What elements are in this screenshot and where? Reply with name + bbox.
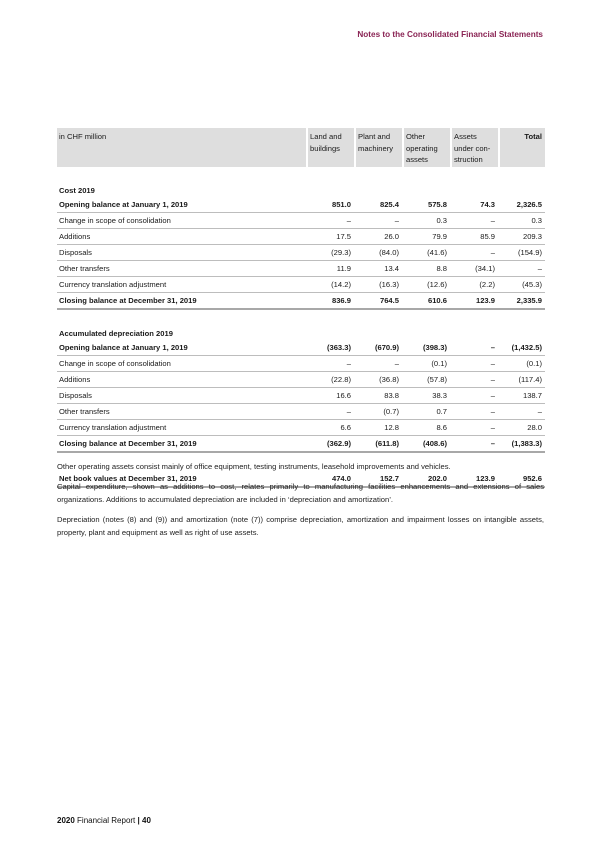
cell-value: – (450, 245, 498, 261)
column-header-line: in CHF million (59, 132, 107, 141)
table-row (57, 213, 545, 229)
table-row (57, 404, 545, 420)
cell-value: (34.1) (450, 261, 498, 277)
row-label: Other transfers (57, 404, 306, 420)
cell-value: 17.5 (306, 229, 354, 245)
cell-value: (0.7) (354, 404, 402, 420)
cell-value: (408.6) (402, 436, 450, 453)
cell-value: 836.9 (306, 293, 354, 310)
table-row (57, 229, 545, 245)
cell-value: – (354, 356, 402, 372)
table-row (57, 261, 545, 277)
cell-value: (363.3) (306, 340, 354, 356)
cell-value: 474.0 (306, 470, 354, 488)
cell-value: – (306, 356, 354, 372)
cell-value: – (498, 404, 545, 420)
cell-value: 764.5 (354, 293, 402, 310)
table-row (57, 197, 545, 213)
row-label: Opening balance at January 1, 2019 (57, 197, 306, 213)
cell-value: 123.9 (450, 293, 498, 310)
cell-value: 13.4 (354, 261, 402, 277)
table-row (57, 372, 545, 388)
cell-value: 79.9 (402, 229, 450, 245)
notes-text (57, 460, 544, 546)
section-title-row (57, 184, 545, 197)
cell-value: – (450, 420, 498, 436)
cell-value: 11.9 (306, 261, 354, 277)
note-paragraph: Capital expenditure, shown as additions to cost, relates primarily to manufacturing facilities enhancements and extensions of sales organizations. Additions to accumulated depreciation are included in ‘depreciation and amortization’. (57, 482, 544, 504)
table-row (57, 277, 545, 293)
cell-value: – (450, 372, 498, 388)
cell-value: 8.8 (402, 261, 450, 277)
cell-value: (1,432.5) (498, 340, 545, 356)
table-row (57, 420, 545, 436)
cell-value: – (498, 261, 545, 277)
table-row (57, 356, 545, 372)
cell-value: (16.3) (354, 277, 402, 293)
cell-value: 6.6 (306, 420, 354, 436)
column-header-line: Assets (454, 132, 477, 141)
cell-value: – (354, 213, 402, 229)
page-footer (57, 816, 151, 825)
cell-value: 8.6 (402, 420, 450, 436)
cell-value: 610.6 (402, 293, 450, 310)
column-header-line: Land and (310, 132, 342, 141)
cell-value: (84.0) (354, 245, 402, 261)
row-label: Additions (57, 229, 306, 245)
table-row (57, 388, 545, 404)
row-label: Currency translation adjustment (57, 420, 306, 436)
row-label: Closing balance at December 31, 2019 (57, 436, 306, 453)
cell-value: 74.3 (450, 197, 498, 213)
row-label: Disposals (57, 245, 306, 261)
cell-value: 152.7 (354, 470, 402, 488)
column-header-label (57, 128, 306, 167)
column-header-line: assets (406, 155, 428, 164)
table-row (57, 293, 545, 310)
cell-value: (117.4) (498, 372, 545, 388)
cell-value: 85.9 (450, 229, 498, 245)
cell-value: (398.3) (402, 340, 450, 356)
cell-value: (2.2) (450, 277, 498, 293)
row-label: Additions (57, 372, 306, 388)
row-label: Opening balance at January 1, 2019 (57, 340, 306, 356)
cell-value: 825.4 (354, 197, 402, 213)
cell-value: 2,335.9 (498, 293, 545, 310)
cell-value: (41.6) (402, 245, 450, 261)
note-paragraph: Depreciation (notes (8) and (9)) and amortization (note (7)) comprise depreciation, amortization and impairment losses on intangible assets, property, plant and equipment as well as right of use assets. (57, 515, 544, 537)
row-label: Other transfers (57, 261, 306, 277)
cell-value: (611.8) (354, 436, 402, 453)
cell-value: – (450, 213, 498, 229)
cell-value: 12.8 (354, 420, 402, 436)
column-header-line: Other (406, 132, 425, 141)
cell-value: – (450, 436, 498, 453)
cell-value: – (450, 340, 498, 356)
cell-value: (22.8) (306, 372, 354, 388)
section-header-title: Notes to the Consolidated Financial Statements (357, 30, 543, 39)
cell-value: (29.3) (306, 245, 354, 261)
row-label: Change in scope of consolidation (57, 356, 306, 372)
cell-value: (36.8) (354, 372, 402, 388)
section-title: Cost 2019 (59, 186, 95, 195)
row-label: Currency translation adjustment (57, 277, 306, 293)
cell-value: 38.3 (402, 388, 450, 404)
cell-value: 209.3 (498, 229, 545, 245)
cell-value: (0.1) (498, 356, 545, 372)
cell-value: (1,383.3) (498, 436, 545, 453)
column-header-line: under con- (454, 143, 491, 153)
cell-value: 26.0 (354, 229, 402, 245)
cell-value: (362.9) (306, 436, 354, 453)
spacer-row (57, 167, 545, 184)
cell-value: (14.2) (306, 277, 354, 293)
column-header (450, 128, 498, 167)
footer-year: 2020 (57, 816, 75, 825)
page-number: 40 (142, 816, 151, 825)
cell-value: 575.8 (402, 197, 450, 213)
column-header-line: Total (524, 132, 542, 141)
spacer-cell (57, 310, 545, 327)
footer-report-label: Financial Report (77, 816, 136, 825)
column-header (306, 128, 354, 167)
column-header-line: Plant and (358, 132, 391, 141)
column-header (354, 128, 402, 167)
column-header (498, 128, 545, 167)
column-header-line: machinery (358, 143, 394, 153)
cell-value: – (450, 388, 498, 404)
column-header-line: struction (454, 155, 483, 164)
cell-value: 16.6 (306, 388, 354, 404)
cell-value: – (450, 356, 498, 372)
section-title-row (57, 327, 545, 340)
note-paragraph: Other operating assets consist mainly of office equipment, testing instruments, leasehold improvements and vehicles. (57, 462, 451, 471)
cell-value: (670.9) (354, 340, 402, 356)
cell-value: 28.0 (498, 420, 545, 436)
cell-value: 0.3 (498, 213, 545, 229)
cell-value: 0.3 (402, 213, 450, 229)
column-header-line: buildings (310, 143, 340, 153)
cell-value: 138.7 (498, 388, 545, 404)
row-label: Change in scope of consolidation (57, 213, 306, 229)
table-header-row (57, 128, 545, 167)
cell-value: 123.9 (450, 470, 498, 488)
cell-value: (57.8) (402, 372, 450, 388)
cell-value: (45.3) (498, 277, 545, 293)
cell-value: – (306, 404, 354, 420)
row-label: Net book values at December 31, 2019 (57, 470, 306, 488)
section-title: Accumulated depreciation 2019 (59, 329, 173, 338)
cell-value: 851.0 (306, 197, 354, 213)
cell-value: 952.6 (498, 470, 545, 488)
column-header (402, 128, 450, 167)
table-row (57, 436, 545, 453)
table-row (57, 245, 545, 261)
cell-value: 0.7 (402, 404, 450, 420)
cell-value: (154.9) (498, 245, 545, 261)
cell-value: 83.8 (354, 388, 402, 404)
cell-value: 2,326.5 (498, 197, 545, 213)
table-row (57, 340, 545, 356)
footer-separator: | (137, 816, 140, 825)
spacer-cell (57, 167, 545, 184)
column-header-line: operating (406, 143, 438, 153)
cell-value: (12.6) (402, 277, 450, 293)
cell-value: (0.1) (402, 356, 450, 372)
spacer-row (57, 310, 545, 327)
cell-value: 202.0 (402, 470, 450, 488)
row-label: Closing balance at December 31, 2019 (57, 293, 306, 310)
row-label: Disposals (57, 388, 306, 404)
cell-value: – (450, 404, 498, 420)
cell-value: – (306, 213, 354, 229)
property-plant-equipment-table (57, 128, 545, 488)
